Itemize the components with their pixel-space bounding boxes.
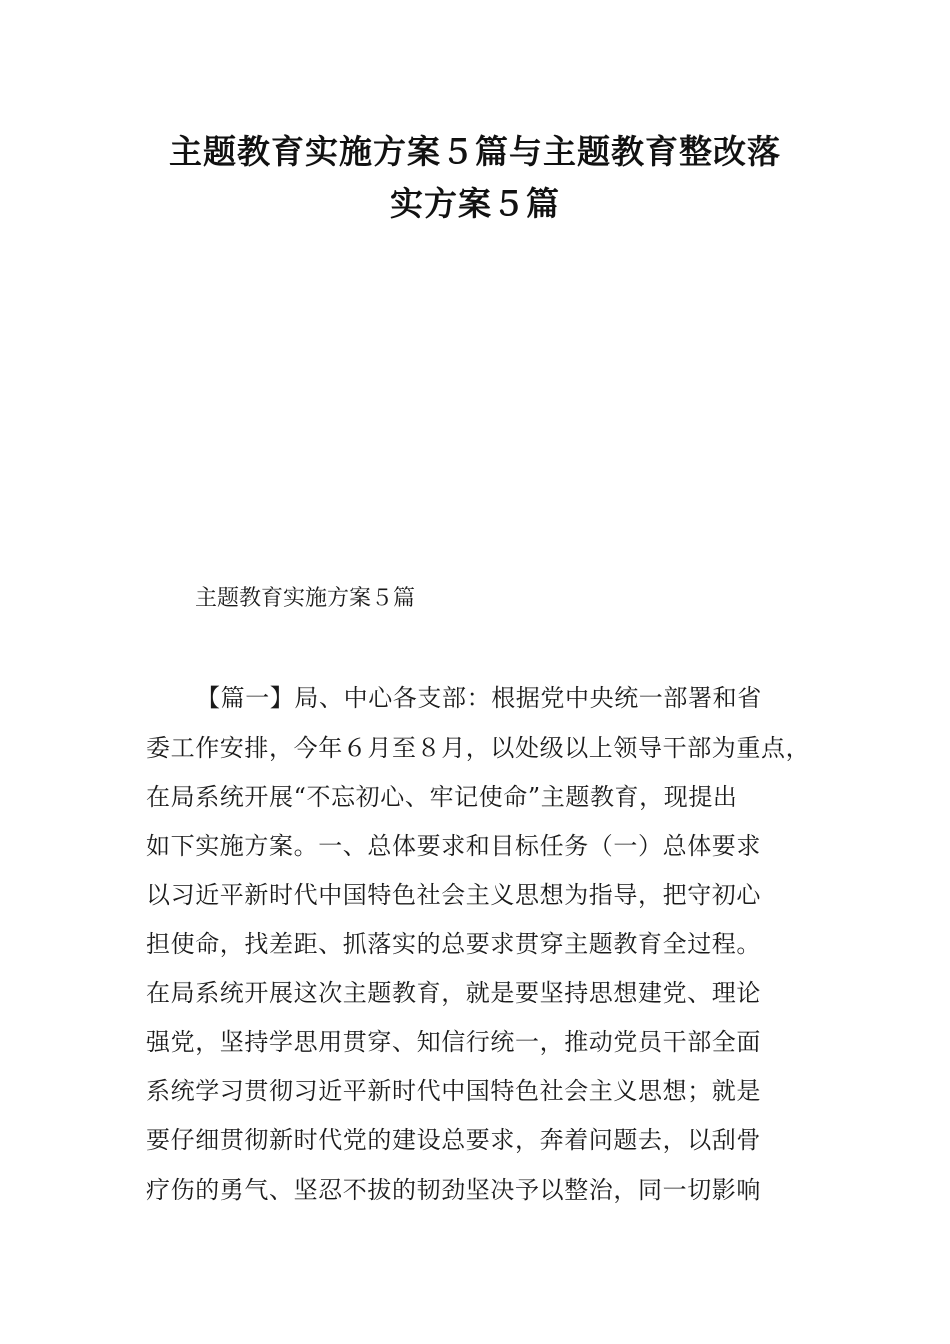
section-heading: 主题教育实施方案５篇 [195, 586, 416, 611]
document-title-line-1: 主题教育实施方案５篇与主题教育整改落 [169, 132, 781, 171]
body-line-9: 系统学习贯彻习近平新时代中国特色社会主义思想；就是 [146, 1077, 761, 1105]
body-line-4: 如下实施方案。一、总体要求和目标任务（一）总体要求 [146, 832, 761, 860]
body-line-8: 强党，坚持学思用贯穿、知信行统一，推动党员干部全面 [146, 1028, 761, 1056]
body-line-3: 在局系统开展“不忘初心、牢记使命”主题教育，现提出 [146, 783, 738, 811]
body-line-7: 在局系统开展这次主题教育，就是要坚持思想建党、理论 [146, 979, 761, 1007]
body-line-2: 委工作安排，今年６月至８月，以处级以上领导干部为重点， [146, 734, 811, 762]
document-title-line-2: 实方案５篇 [390, 184, 560, 223]
body-line-5: 以习近平新时代中国特色社会主义思想为指导，把守初心 [146, 881, 761, 909]
body-line-10: 要仔细贯彻新时代党的建设总要求，奔着问题去，以刮骨 [146, 1126, 761, 1154]
body-line-6: 担使命，找差距、抓落实的总要求贯穿主题教育全过程。 [146, 930, 761, 958]
body-line-11: 疗伤的勇气、坚忍不拔的韧劲坚决予以整治，同一切影响 [146, 1176, 761, 1204]
body-line-1: 【篇一】局、中心各支部：根据党中央统一部署和省 [196, 684, 762, 712]
